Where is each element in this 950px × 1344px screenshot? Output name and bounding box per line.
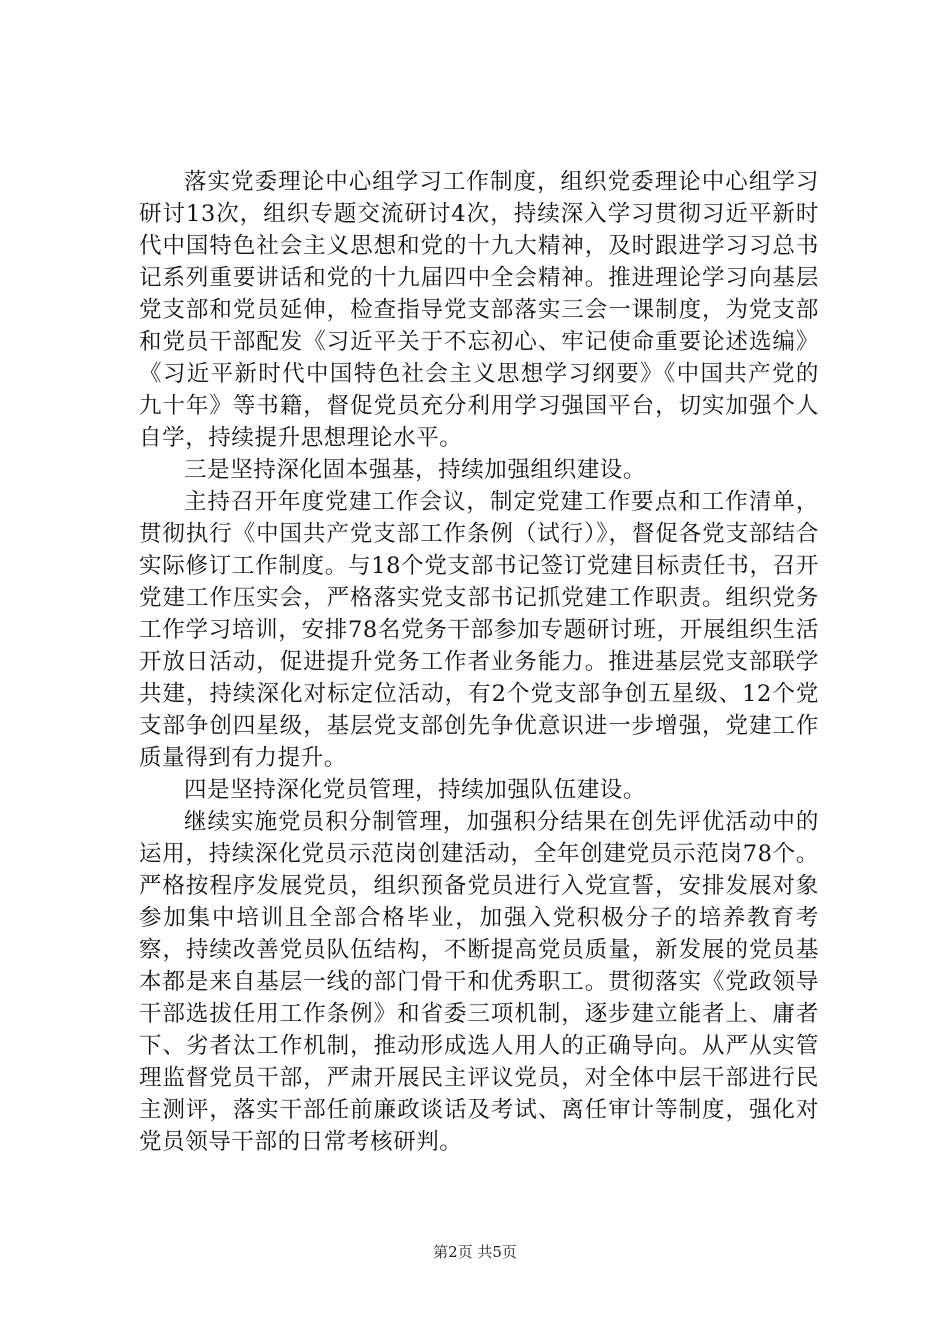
- heading-team-building: 四是坚持深化党员管理，持续加强队伍建设。: [184, 777, 647, 803]
- paragraph-party-building: 主持召开年度党建工作会议，制定党建工作要点和工作清单，贯彻执行《中国共产党支部工作条例（试行）》，督促各党支部结合实际修订工作制度。与18个党支部书记签订党建目标责任书，召开党建工作压实会，严格落实党支部书记抓党建工作职责。组织党务工作学习培训，安排78名党务干部参加专题研讨班，开展组织生活开放日活动，促进提升党务工作者业务能力。推进基层党支部联学共建，持续深化对标定位活动，有2个党支部争创五星级、12个党支部争创四星级，基层党支部创先争优意识进一步增强，党建工作质量得到有力提升。: [139, 489, 819, 771]
- document-body: [139, 166, 819, 1158]
- paragraph-member-management: 继续实施党员积分制管理，加强积分结果在创先评优活动中的运用，持续深化党员示范岗创建活动，全年创建党员示范岗78个。严格按程序发展党员，组织预备党员进行入党宣誓，安排发展对象参加集中培训且全部合格毕业，加强入党积极分子的培养教育考察，持续改善党员队伍结构，不断提高党员质量，新发展的党员基本都是来自基层一线的部门骨干和优秀职工。贯彻落实《党政领导干部选拔任用工作条例》和省委三项机制，逐步建立能者上、庸者下、劣者汰工作机制，推动形成选人用人的正确导向。从严从实管理监督党员干部，严肃开展民主评议党员，对全体中层干部进行民主测评，落实干部任前廉政谈话及考试、离任审计等制度，强化对党员领导干部的日常考核研判。: [139, 809, 819, 1155]
- heading-organization-building: 三是坚持深化固本强基，持续加强组织建设。: [184, 457, 647, 483]
- page-footer: 第2页 共5页: [433, 1243, 517, 1261]
- paragraph-theory-study: 落实党委理论中心组学习工作制度，组织党委理论中心组学习研讨13次，组织专题交流研讨4次，持续深入学习贯彻习近平新时代中国特色社会主义思想和党的十九大精神，及时跟进学习习总书记系列重要讲话和党的十九届四中全会精神。推进理论学习向基层党支部和党员延伸，检查指导党支部落实三会一课制度，为党支部和党员干部配发《习近平关于不忘初心、牢记使命重要论述选编》《习近平新时代中国特色社会主义思想学习纲要》《中国共产党的九十年》等书籍，督促党员充分利用学习强国平台，切实加强个人自学，持续提升思想理论水平。: [139, 169, 819, 451]
